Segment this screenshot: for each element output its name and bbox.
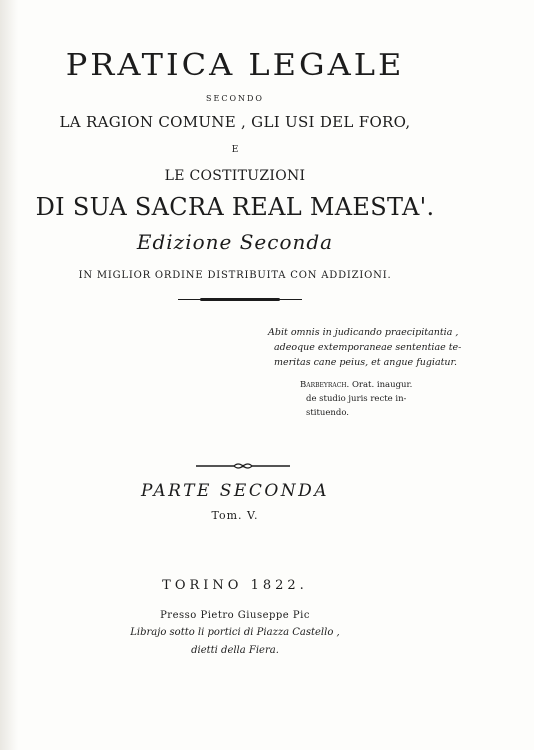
imprint-address-2: dietti della Fiera. — [191, 645, 279, 656]
subtitle-conjunction: E — [231, 145, 239, 155]
subtitle-secondo: SECONDO — [206, 94, 264, 103]
epigraph-attribution — [300, 378, 470, 420]
epigraph-line: Abit omnis in judicando praecipitantia , — [268, 327, 459, 338]
subtitle-ragion-comune: LA RAGION COMUNE , GLI USI DEL FORO, — [59, 113, 411, 131]
imprint-address: Librajo sotto li portici di Piazza Castello , — [130, 627, 340, 638]
epigraph — [268, 325, 468, 370]
edition-note: IN MIGLIOR ORDINE DISTRIBUITA CON ADDIZIONI. — [78, 270, 392, 281]
epigraph-source-line: de studio juris recte in- — [306, 394, 407, 404]
imprint-city-year: TORINO 1822. — [162, 578, 308, 593]
epigraph-line: adeoque extemporaneae sententiae te- — [274, 342, 462, 353]
book-title: PRATICA LEGALE — [65, 47, 405, 83]
epigraph-source-line: stituendo. — [306, 408, 350, 418]
ornamental-divider — [196, 462, 290, 470]
epigraph-line: meritas cane peius, et angue fugiatur. — [274, 357, 458, 368]
divider-rule-right — [278, 299, 302, 300]
subtitle-costituzioni: LE COSTITUZIONI — [164, 168, 306, 184]
tome-label: Tom. V. — [211, 509, 259, 522]
part-heading: PARTE SECONDA — [140, 481, 330, 501]
epigraph-author: Barbeyrach. — [300, 380, 350, 390]
divider-rule — [200, 298, 280, 301]
divider-rule-left — [178, 299, 202, 300]
imprint-printer: Presso Pietro Giuseppe Pic — [160, 610, 310, 621]
subtitle-sovereign: DI SUA SACRA REAL MAESTA'. — [35, 193, 435, 221]
edition-label: Edizione Seconda — [136, 230, 334, 254]
epigraph-source-line: Orat. inaugur. — [351, 380, 413, 390]
